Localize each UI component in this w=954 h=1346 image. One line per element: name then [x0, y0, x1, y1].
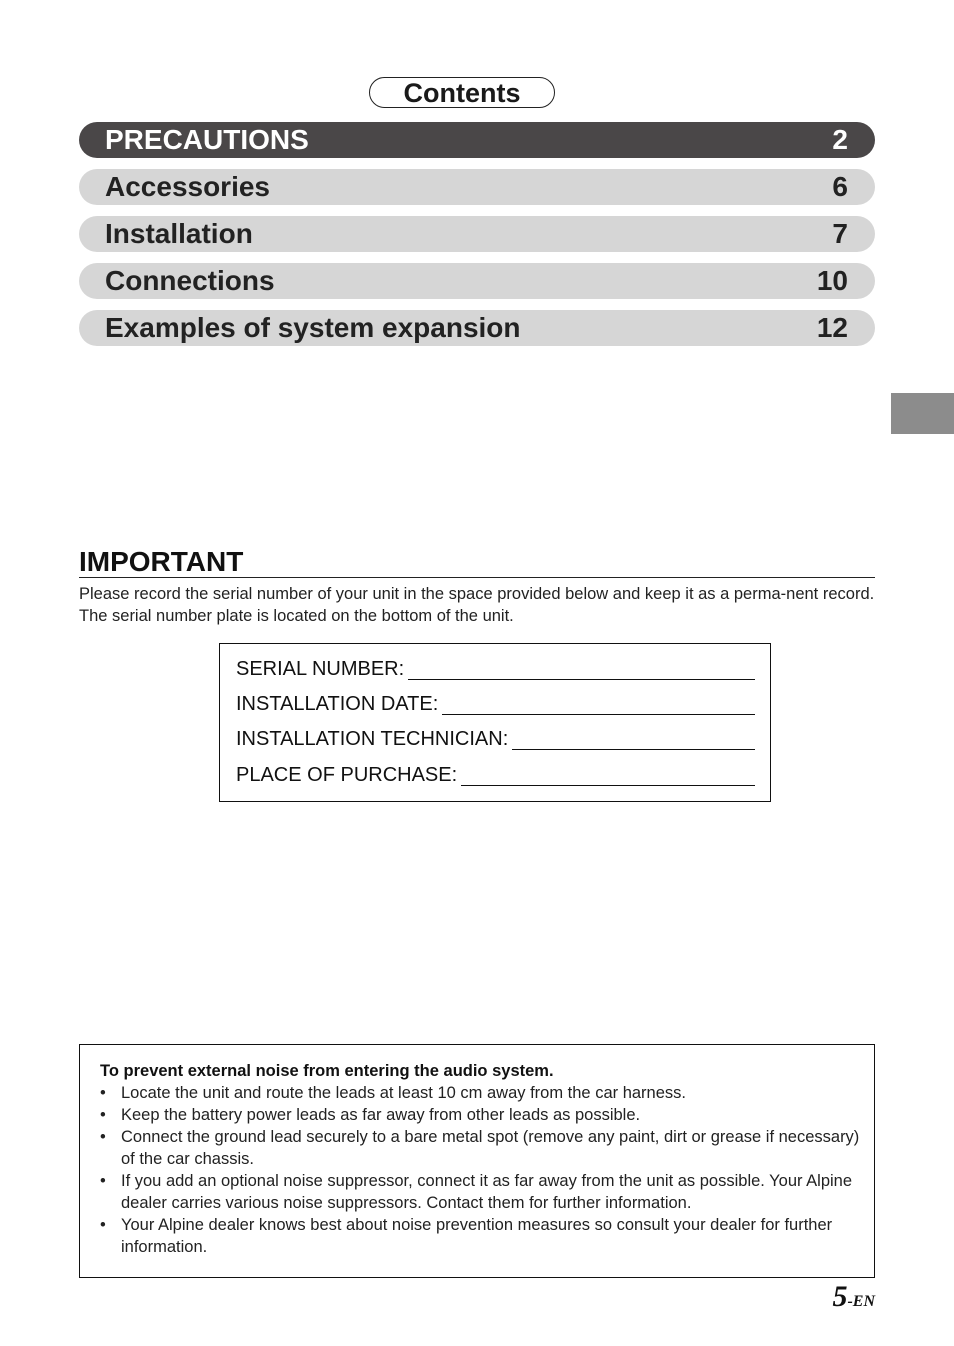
- field-label: SERIAL NUMBER:: [236, 658, 405, 680]
- list-item: [100, 1104, 860, 1126]
- field-label: INSTALLATION TECHNICIAN:: [236, 728, 509, 750]
- toc-item-page: 7: [832, 218, 848, 249]
- list-item: [100, 1082, 860, 1104]
- toc-item-page: 10: [816, 265, 848, 296]
- list-item-text: Keep the battery power leads as far away from other leads as possible.: [121, 1106, 641, 1124]
- field-blank-line[interactable]: [442, 692, 755, 715]
- toc-item-installation[interactable]: [79, 216, 875, 252]
- bullet: •: [100, 1172, 106, 1190]
- list-item-text: Your Alpine dealer knows best about noise prevention measures so consult your dealer for further information.: [121, 1216, 833, 1256]
- list-item-text: If you add an optional noise suppressor, connect it as far away from the unit as possible. Your Alpine dealer carries various noise suppressors. Contact them for further information.: [121, 1172, 853, 1212]
- toc-item-title: Accessories: [105, 171, 271, 202]
- toc-item-system-expansion[interactable]: [79, 310, 875, 346]
- contents-heading: Contents: [369, 77, 555, 108]
- toc-item-connections[interactable]: [79, 263, 875, 299]
- bullet: •: [100, 1084, 106, 1102]
- field-blank-line[interactable]: [461, 763, 755, 786]
- toc-item-page: 2: [832, 124, 848, 155]
- serial-record-box: [219, 643, 771, 802]
- field-blank-line[interactable]: [408, 657, 755, 680]
- list-item-text: Locate the unit and route the leads at least 10 cm away from the car harness.: [121, 1084, 686, 1102]
- installation-date-field[interactable]: [236, 688, 755, 716]
- noise-title: To prevent external noise from entering the audio system.: [100, 1062, 554, 1080]
- toc-item-accessories[interactable]: [79, 169, 875, 205]
- field-label: INSTALLATION DATE:: [236, 693, 439, 715]
- toc-item-title: PRECAUTIONS: [105, 124, 309, 155]
- page-number: [832, 1280, 875, 1314]
- toc-item-page: 6: [832, 171, 848, 202]
- noise-list: [100, 1082, 860, 1258]
- page-number-suffix: -EN: [847, 1293, 875, 1310]
- field-blank-line[interactable]: [512, 727, 755, 750]
- toc-item-title: Installation: [105, 218, 253, 249]
- toc-item-title: Examples of system expansion: [105, 312, 521, 343]
- list-item: [100, 1170, 860, 1214]
- bullet: •: [100, 1106, 106, 1124]
- bullet: •: [100, 1128, 106, 1146]
- list-item: [100, 1214, 860, 1258]
- important-rule: [79, 577, 875, 578]
- field-label: PLACE OF PURCHASE:: [236, 764, 458, 786]
- list-item: [100, 1126, 860, 1170]
- toc-item-title: Connections: [105, 265, 275, 296]
- page-number-value: 5: [832, 1280, 848, 1313]
- bullet: •: [100, 1216, 106, 1234]
- important-heading: IMPORTANT: [79, 546, 244, 577]
- installation-technician-field[interactable]: [236, 723, 755, 751]
- toc-item-precautions[interactable]: [79, 122, 875, 158]
- important-text: Please record the serial number of your unit in the space provided below and keep it as a perma-nent record. The serial number plate is located on the bottom of the unit.: [79, 585, 875, 625]
- noise-prevention-box: [79, 1044, 875, 1278]
- serial-number-field[interactable]: [236, 653, 755, 681]
- side-tab-marker: [891, 393, 954, 434]
- toc-item-page: 12: [816, 312, 848, 343]
- place-of-purchase-field[interactable]: [236, 759, 755, 787]
- list-item-text: Connect the ground lead securely to a bare metal spot (remove any paint, dirt or grease if necessary) of the car chassis.: [121, 1128, 860, 1168]
